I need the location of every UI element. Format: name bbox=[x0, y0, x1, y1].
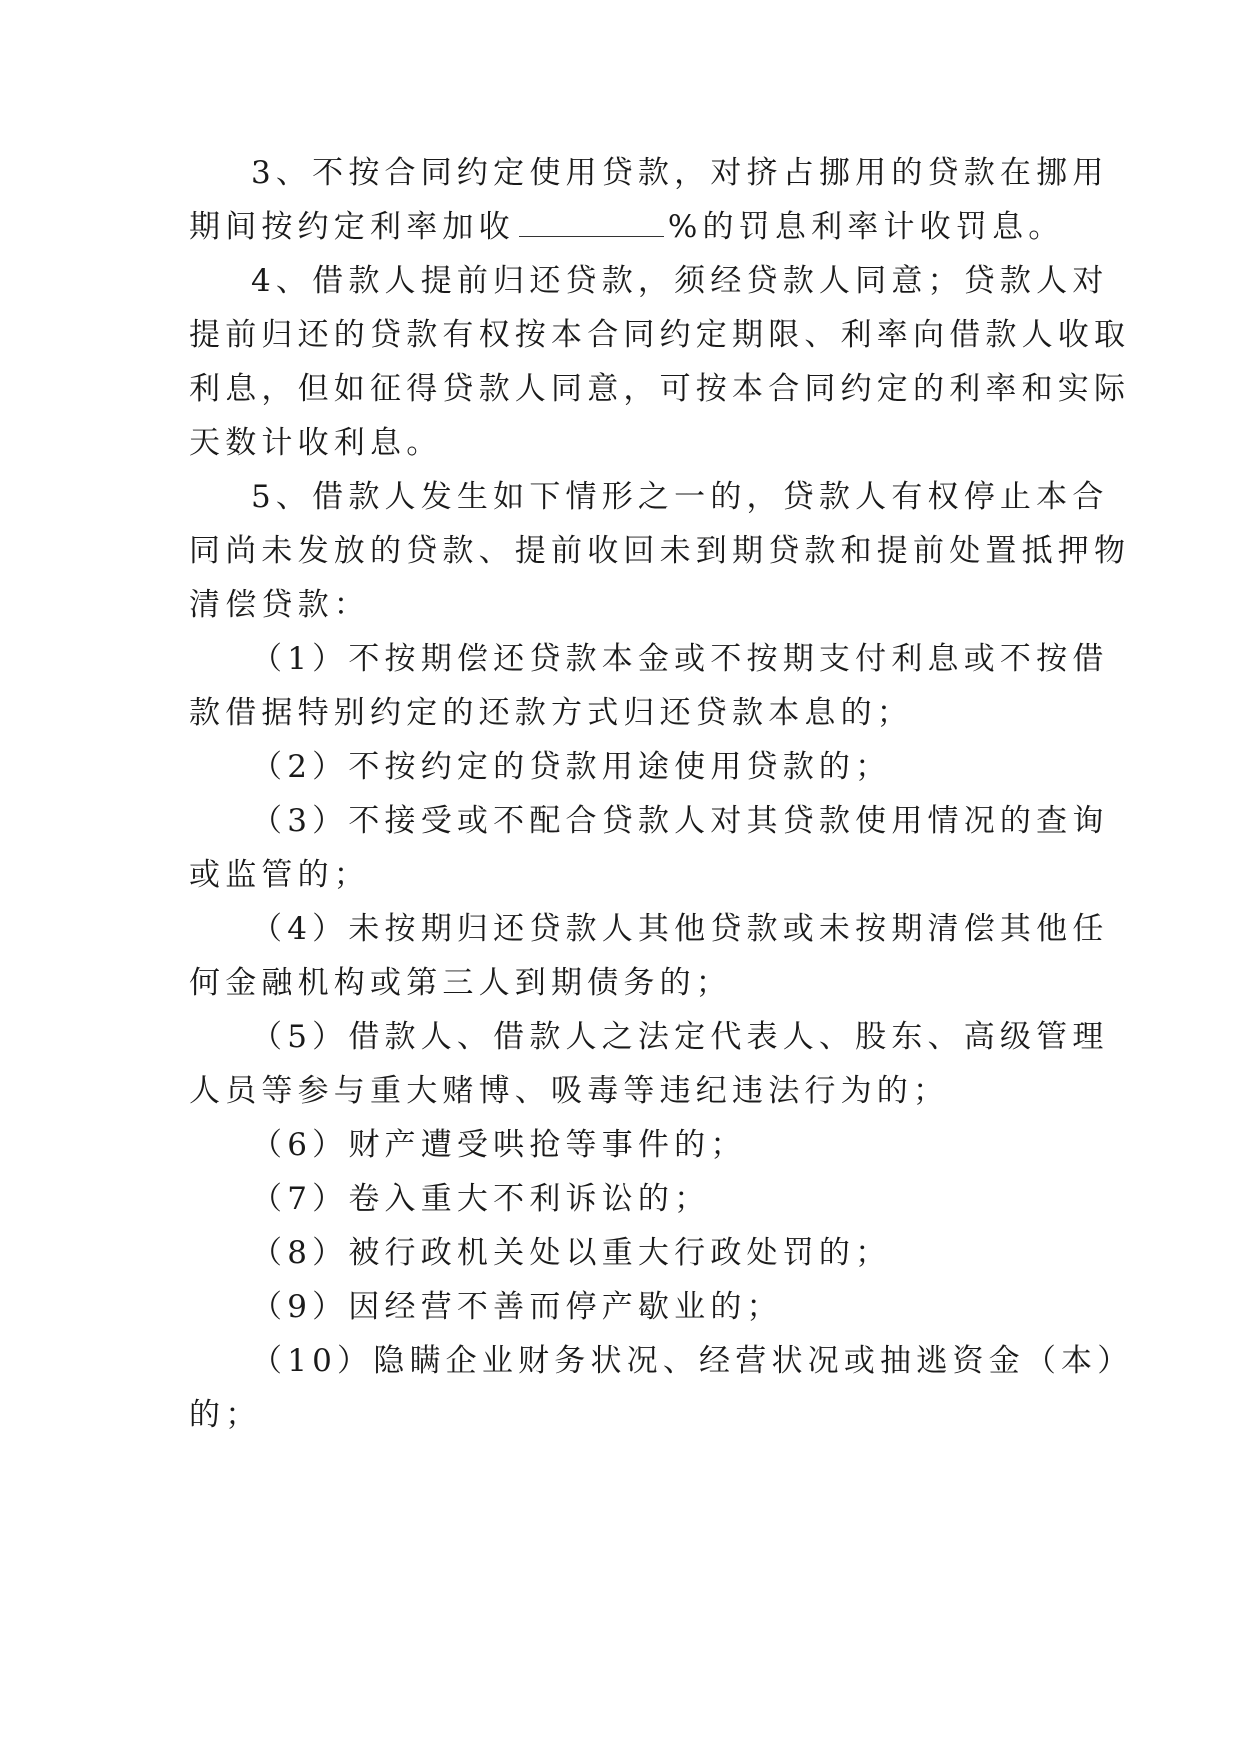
item-10-line-1: （10）隐瞒企业财务状况、经营状况或抽逃资金（本） bbox=[251, 1343, 1134, 1379]
clause-3-line-2-suffix: %的罚息利率计收罚息。 bbox=[667, 209, 1065, 245]
item-4-line-2: 何金融机构或第三人到期债务的； bbox=[189, 965, 732, 1001]
item-3-line-1: （3）不接受或不配合贷款人对其贷款使用情况的查询 bbox=[251, 803, 1109, 839]
blank-fill-line bbox=[519, 206, 664, 237]
item-6-line-1: （6）财产遭受哄抢等事件的； bbox=[251, 1127, 747, 1163]
clause-5-line-2: 同尚未发放的贷款、提前收回未到期贷款和提前处置抵押物 bbox=[189, 533, 1131, 569]
item-4-line-1: （4）未按期归还贷款人其他贷款或未按期清偿其他任 bbox=[251, 911, 1109, 947]
item-7-line-1: （7）卷入重大不利诉讼的； bbox=[251, 1181, 711, 1217]
clause-4-line-4: 天数计收利息。 bbox=[189, 425, 443, 461]
clause-4-line-3: 利息，但如征得贷款人同意，可按本合同约定的利率和实际 bbox=[189, 371, 1131, 407]
item-5-line-1: （5）借款人、借款人之法定代表人、股东、高级管理 bbox=[251, 1019, 1109, 1055]
clause-5-line-3: 清偿贷款： bbox=[189, 587, 370, 623]
item-2-line-1: （2）不按约定的贷款用途使用贷款的； bbox=[251, 749, 892, 785]
clause-4-line-2: 提前归还的贷款有权按本合同约定期限、利率向借款人收取 bbox=[189, 317, 1131, 353]
item-5-line-2: 人员等参与重大赌博、吸毒等违纪违法行为的； bbox=[189, 1073, 950, 1109]
item-10-line-2: 的； bbox=[189, 1397, 262, 1433]
item-8-line-1: （8）被行政机关处以重大行政处罚的； bbox=[251, 1235, 892, 1271]
item-1-line-1: （1）不按期偿还贷款本金或不按期支付利息或不按借 bbox=[251, 641, 1109, 677]
clause-3-line-2 bbox=[189, 204, 1064, 250]
clause-3-line-2-text: 期间按约定利率加收 bbox=[189, 209, 515, 245]
item-1-line-2: 款借据特别约定的还款方式归还贷款本息的； bbox=[189, 695, 913, 731]
clause-4-line-1: 4、借款人提前归还贷款，须经贷款人同意；贷款人对 bbox=[251, 263, 1109, 299]
clause-3-line-1: 3、不按合同约定使用贷款，对挤占挪用的贷款在挪用 bbox=[251, 155, 1109, 191]
item-3-line-2: 或监管的； bbox=[189, 857, 370, 893]
clause-5-line-1: 5、借款人发生如下情形之一的，贷款人有权停止本合 bbox=[251, 479, 1109, 515]
item-9-line-1: （9）因经营不善而停产歇业的； bbox=[251, 1289, 783, 1325]
